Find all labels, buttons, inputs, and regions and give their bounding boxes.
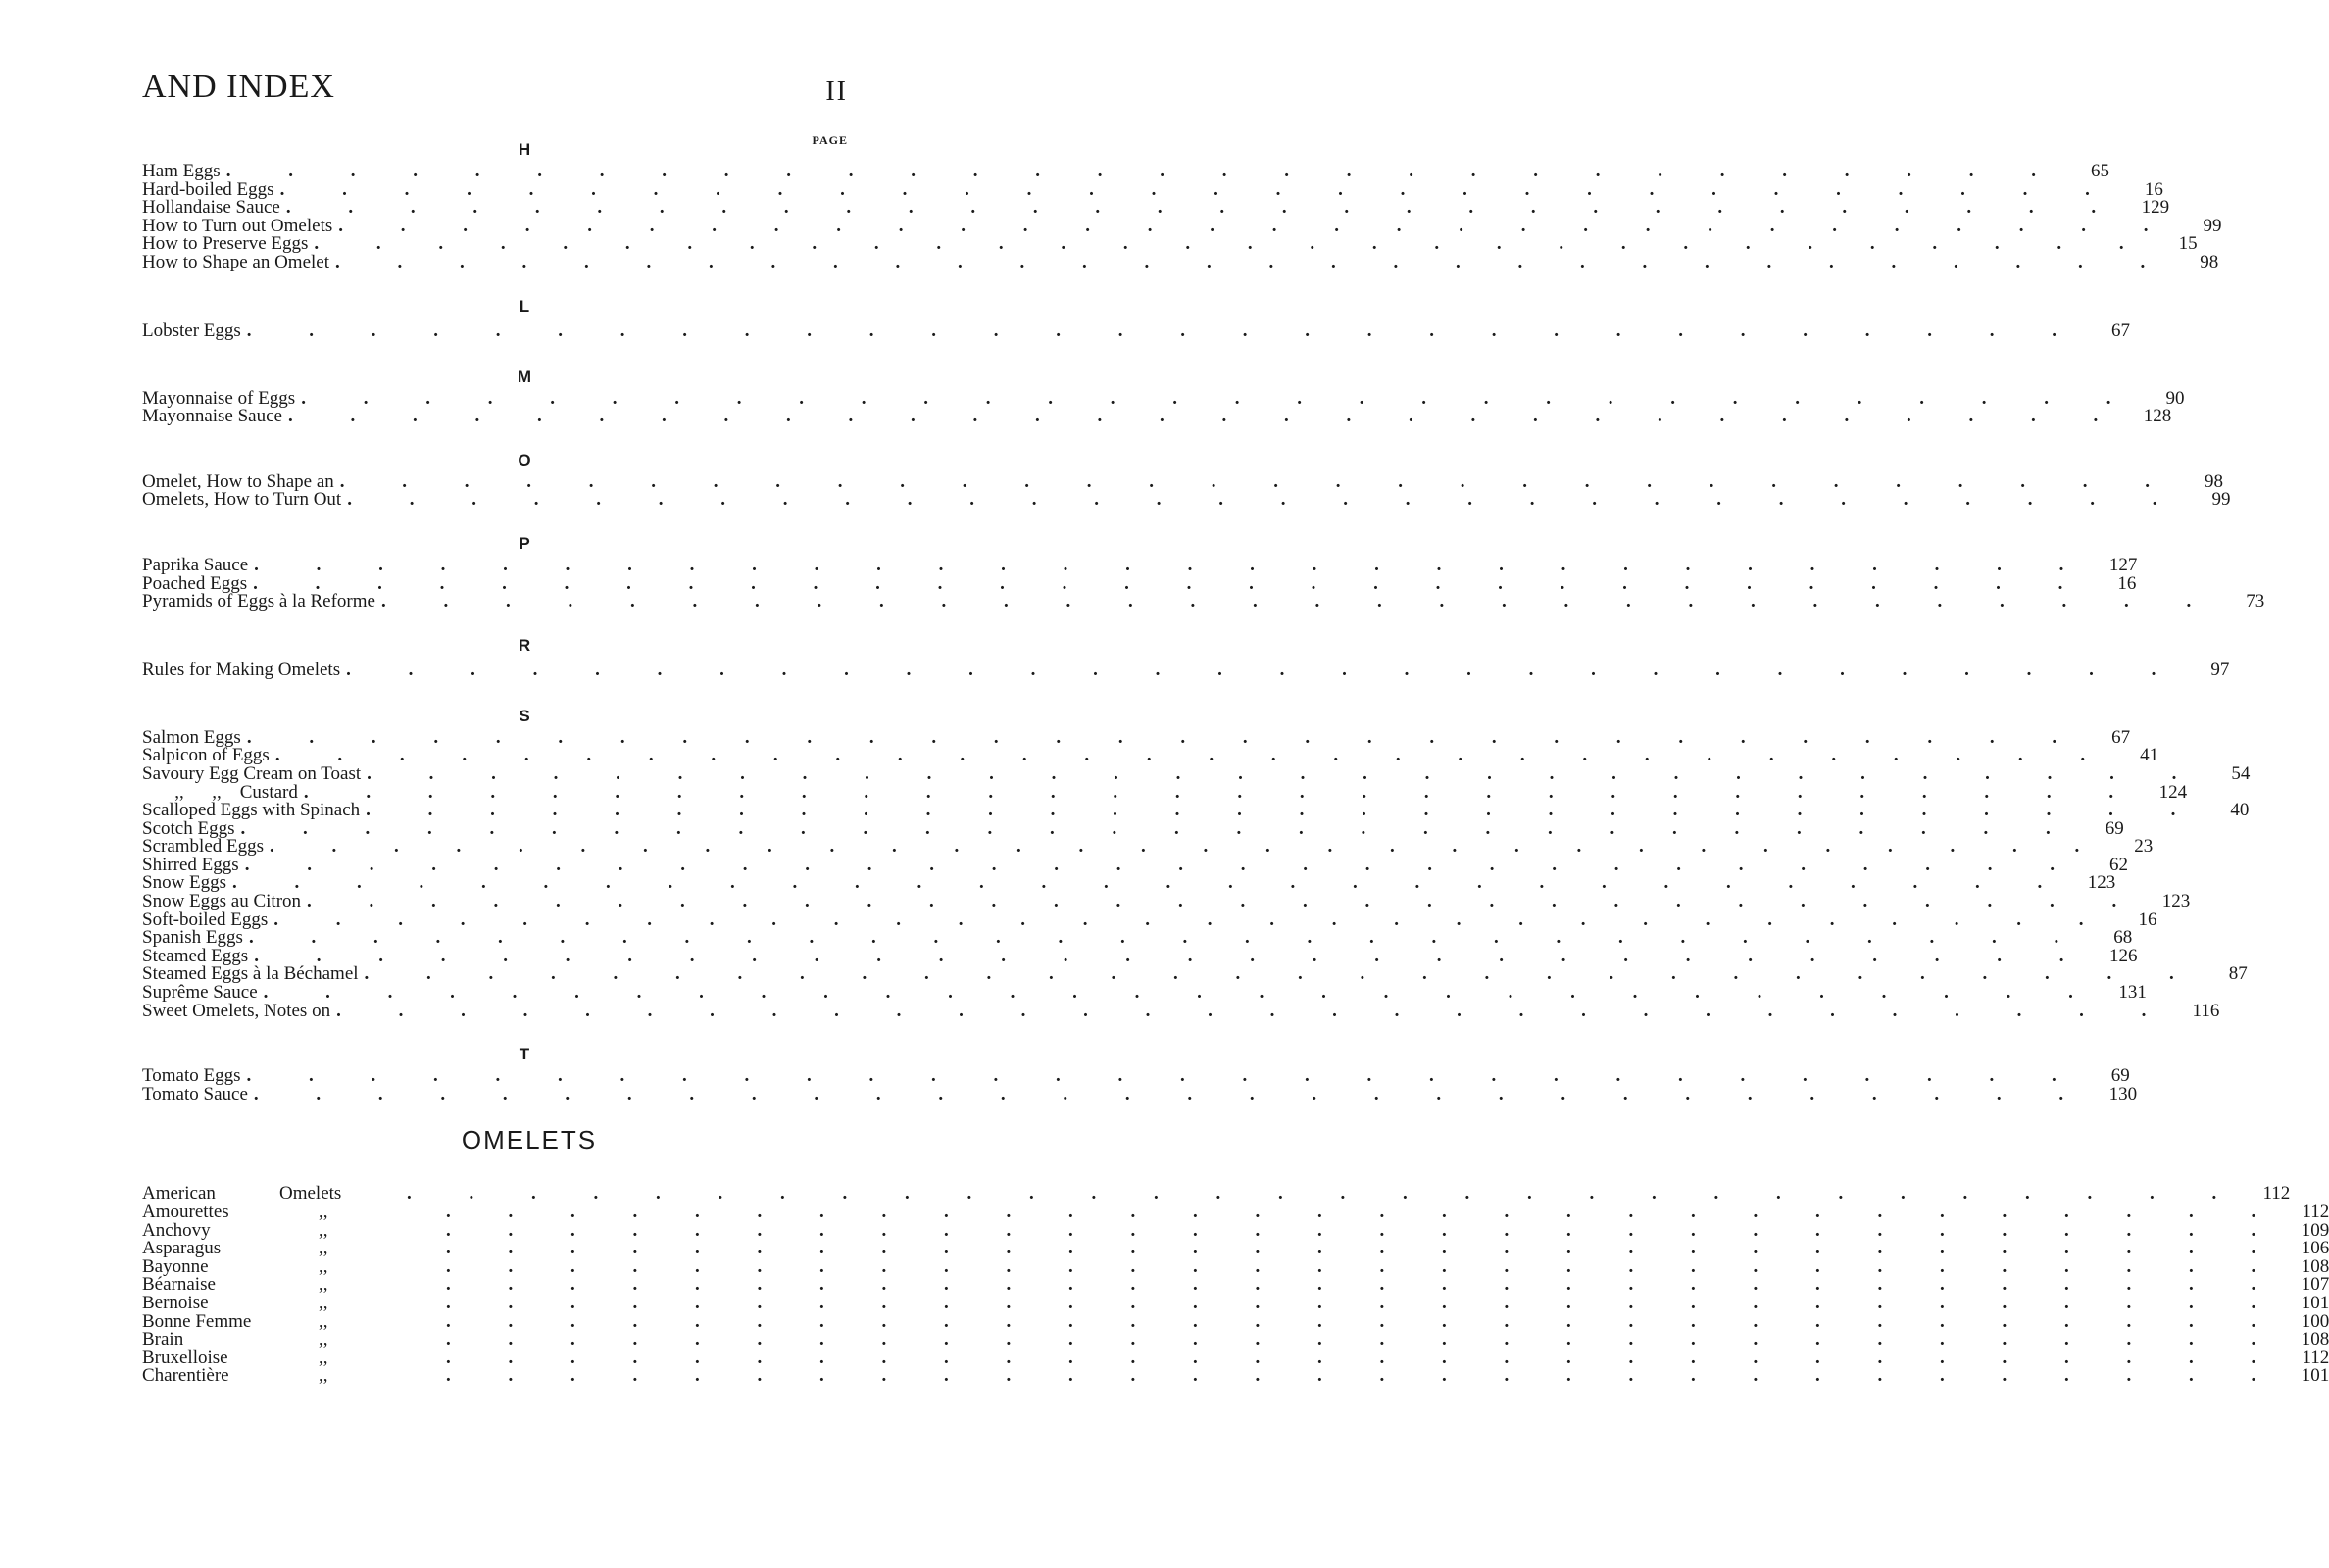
omelet-page: 101 bbox=[2301, 1292, 2329, 1313]
omelet-page: 112 bbox=[2262, 1183, 2291, 1204]
dot-leader: . . . . . . . . . . . . . . . . . . . . . . . . . . . . . . bbox=[254, 554, 2091, 575]
index-entry-page: 16 bbox=[2138, 908, 2157, 930]
index-entry-page: 16 bbox=[2117, 572, 2137, 594]
index-entry bbox=[142, 489, 2231, 511]
index-group-h bbox=[142, 137, 2222, 272]
dot-leader: . . . . . . . . . . . . . . . . . . . . . . . . . . . . . . bbox=[274, 745, 2112, 766]
index-letter-heading: P bbox=[519, 533, 530, 553]
index-entry-label: Omelets, How to Turn Out bbox=[142, 489, 342, 511]
index-letter-heading: L bbox=[519, 296, 530, 316]
index-body bbox=[142, 137, 2329, 1387]
dot-leader: . . . . . . . . . . . . . . . . . . . . . . . . . . . . . . bbox=[244, 854, 2081, 875]
index-entry-label: How to Turn out Omelets bbox=[142, 215, 333, 236]
omelet-page: 112 bbox=[2302, 1201, 2329, 1222]
index-entry-page: 127 bbox=[2108, 554, 2138, 575]
omelet-suffix: ,, bbox=[319, 1274, 328, 1296]
index-entry bbox=[142, 554, 2138, 575]
omelet-entry bbox=[142, 1365, 2329, 1387]
omelet-suffix: ,, bbox=[319, 1329, 328, 1350]
omelets-section-title: OMELETS bbox=[461, 1125, 598, 1155]
index-group-l bbox=[142, 294, 2131, 343]
omelet-page: 106 bbox=[2301, 1238, 2329, 1259]
omelet-page: 109 bbox=[2301, 1219, 2329, 1241]
dot-leader: . . . . . . . . . . . . . . . . . . . . . . . . . . . . . . bbox=[446, 1310, 2283, 1332]
dot-leader: . . . . . . . . . . . . . . . . . . . . . . . . . . . . . . bbox=[446, 1365, 2283, 1387]
index-entry-page: 69 bbox=[2105, 817, 2124, 839]
dot-leader: . . . . . . . . . . . . . . . . . . . . . . . . . . . . . . bbox=[225, 161, 2062, 181]
dot-leader: . . . . . . . . . . . . . . . . . . . . . . . . . . . . . . bbox=[248, 927, 2086, 949]
index-entry-label: Lobster Eggs bbox=[142, 319, 241, 341]
index-entry-label: Rules for Making Omelets bbox=[142, 659, 341, 680]
dot-leader: . . . . . . . . . . . . . . . . . . . . . . . . . . . . . . bbox=[246, 1065, 2083, 1087]
dot-leader: . . . . . . . . . . . . . . . . . . . . . . . . . . . . . . bbox=[314, 233, 2151, 255]
index-entry-page: 123 bbox=[2087, 872, 2116, 894]
index-letter-heading: S bbox=[519, 706, 530, 725]
index-entry-page: 41 bbox=[2140, 745, 2159, 766]
dot-leader: . . . . . . . . . . . . . . . . . . . . . . . . . . . . . . bbox=[273, 908, 2110, 930]
omelet-suffix: Omelets bbox=[279, 1183, 342, 1204]
dot-leader: . . . . . . . . . . . . . . . . . . . . . . . . . . . . . . bbox=[232, 872, 2069, 894]
index-entry-label: Scalloped Eggs with Spinach bbox=[142, 800, 361, 821]
index-entry-label: Hard-boiled Eggs bbox=[142, 178, 274, 200]
dot-leader: . . . . . . . . . . . . . . . . . . . . . . . . . . . . . . bbox=[270, 836, 2106, 858]
dot-leader: . . . . . . . . . . . . . . . . . . . . . . . . . . . . . . bbox=[279, 178, 2116, 200]
index-entry-page: 116 bbox=[2192, 1000, 2220, 1021]
index-group-p bbox=[142, 531, 2265, 612]
omelet-name: Asparagus bbox=[142, 1238, 222, 1259]
index-letter-heading: M bbox=[517, 367, 532, 386]
index-entry-label: Savoury Egg Cream on Toast bbox=[142, 762, 362, 784]
index-entry-label: Poached Eggs bbox=[142, 572, 248, 594]
index-entry-page: 129 bbox=[2141, 197, 2170, 219]
omelet-suffix: ,, bbox=[319, 1292, 328, 1313]
index-entry bbox=[142, 197, 2170, 219]
index-group-s bbox=[142, 704, 2251, 1021]
index-group-r bbox=[142, 633, 2230, 682]
dot-leader: . . . . . . . . . . . . . . . . . . . . . . . . . . . . . . bbox=[446, 1347, 2283, 1368]
index-letter-heading: R bbox=[518, 635, 531, 655]
dot-leader: . . . . . . . . . . . . . . . . . . . . . . . . . . . . . . bbox=[446, 1292, 2283, 1313]
dot-leader: . . . . . . . . . . . . . . . . . . . . . . . . . . . . . . bbox=[446, 1329, 2283, 1350]
omelet-entry bbox=[142, 1201, 2329, 1222]
dot-leader: . . . . . . . . . . . . . . . . . . . . . . . . . . . . . . bbox=[446, 1255, 2283, 1277]
omelet-suffix: ,, bbox=[319, 1255, 328, 1277]
omelet-suffix: ,, bbox=[319, 1238, 328, 1259]
omelet-name: Bruxelloise bbox=[142, 1347, 228, 1368]
index-entry-label: Tomato Sauce bbox=[142, 1083, 248, 1104]
index-entry bbox=[142, 1083, 2138, 1104]
dot-leader: . . . . . . . . . . . . . . . . . . . . . . . . . . . . . . bbox=[285, 197, 2123, 219]
omelet-name: Amourettes bbox=[142, 1201, 229, 1222]
page-number: II bbox=[825, 76, 848, 107]
dot-leader: . . . . . . . . . . . . . . . . . . . . . . . . . . . . . . bbox=[347, 489, 2184, 511]
index-entry-page: 126 bbox=[2108, 945, 2138, 966]
dot-leader: . . . . . . . . . . . . . . . . . . . . . . . . . . . . . . bbox=[254, 945, 2091, 966]
index-entry-page: 128 bbox=[2143, 406, 2172, 427]
omelet-suffix: ,, bbox=[319, 1219, 328, 1241]
dot-leader: . . . . . . . . . . . . . . . . . . . . . . . . . . . . . . bbox=[407, 1183, 2244, 1204]
index-entry-page: 90 bbox=[2165, 387, 2185, 409]
dot-leader: . . . . . . . . . . . . . . . . . . . . . . . . . . . . . . bbox=[367, 762, 2204, 784]
dot-leader: . . . . . . . . . . . . . . . . . . . . . . . . . . . . . . bbox=[240, 817, 2077, 839]
page-column-label: PAGE bbox=[812, 133, 848, 147]
index-letter-heading: T bbox=[519, 1045, 530, 1064]
omelet-suffix: ,, bbox=[319, 1201, 328, 1222]
dot-leader: . . . . . . . . . . . . . . . . . . . . . . . . . . . . . . bbox=[301, 387, 2138, 409]
omelet-name: Anchovy bbox=[142, 1219, 211, 1241]
dot-leader: . . . . . . . . . . . . . . . . . . . . . . . . . . . . . . bbox=[346, 659, 2183, 680]
omelet-page: 112 bbox=[2302, 1347, 2329, 1368]
omelet-name: Bayonne bbox=[142, 1255, 209, 1277]
index-entry-page: 62 bbox=[2108, 854, 2128, 875]
omelet-name: Bernoise bbox=[142, 1292, 209, 1313]
dot-leader: . . . . . . . . . . . . . . . . . . . . . . . . . . . . . . bbox=[253, 572, 2090, 594]
dot-leader: . . . . . . . . . . . . . . . . . . . . . . . . . . . . . . bbox=[446, 1219, 2283, 1241]
index-entry-label: Spanish Eggs bbox=[142, 927, 243, 949]
dot-leader: . . . . . . . . . . . . . . . . . . . . . . . . . . . . . . bbox=[246, 319, 2084, 341]
page-header bbox=[142, 69, 848, 116]
index-entry-label: Ham Eggs bbox=[142, 161, 221, 181]
omelet-entry bbox=[142, 1292, 2329, 1313]
index-entry-page: 16 bbox=[2144, 178, 2163, 200]
omelet-name: Charentière bbox=[142, 1365, 229, 1387]
dot-leader: . . . . . . . . . . . . . . . . . . . . . . . . . . . . . . bbox=[303, 781, 2141, 803]
index-entry-page: 73 bbox=[2246, 591, 2265, 612]
index-entry-page: 124 bbox=[2158, 781, 2188, 803]
index-entry bbox=[142, 591, 2265, 612]
dot-leader: . . . . . . . . . . . . . . . . . . . . . . . . . . . . . . bbox=[335, 251, 2172, 272]
index-entry-label: Hollandaise Sauce bbox=[142, 197, 280, 219]
index-entry-label: Salpicon of Eggs bbox=[142, 745, 270, 766]
index-entry-label: How to Shape an Omelet bbox=[142, 251, 330, 272]
index-entry-label: Steamed Eggs bbox=[142, 945, 249, 966]
dot-leader: . . . . . . . . . . . . . . . . . . . . . . . . . . . . . . bbox=[287, 406, 2125, 427]
index-group-m bbox=[142, 365, 2185, 427]
index-entry bbox=[142, 982, 2147, 1004]
index-group-o bbox=[142, 448, 2231, 511]
index-entry-label: How to Preserve Eggs bbox=[142, 233, 309, 255]
index-entry-page: 69 bbox=[2110, 1065, 2130, 1087]
omelet-page: 108 bbox=[2301, 1255, 2329, 1277]
dot-leader: . . . . . . . . . . . . . . . . . . . . . . . . . . . . . . bbox=[246, 726, 2084, 748]
dot-leader: . . . . . . . . . . . . . . . . . . . . . . . . . . . . . . bbox=[366, 800, 2203, 821]
dot-leader: . . . . . . . . . . . . . . . . . . . . . . . . . . . . . . bbox=[446, 1274, 2283, 1296]
index-entry bbox=[142, 406, 2172, 427]
index-entry-label: Snow Eggs bbox=[142, 872, 227, 894]
dot-leader: . . . . . . . . . . . . . . . . . . . . . . . . . . . . . . bbox=[446, 1238, 2283, 1259]
dot-leader: . . . . . . . . . . . . . . . . . . . . . . . . . . . . . . bbox=[364, 963, 2201, 985]
index-entry-label: ,, ,, Custard bbox=[142, 781, 298, 803]
dot-leader: . . . . . . . . . . . . . . . . . . . . . . . . . . . . . . bbox=[380, 591, 2218, 612]
index-entry-page: 68 bbox=[2113, 927, 2133, 949]
omelet-page: 108 bbox=[2301, 1329, 2329, 1350]
index-entry-page: 98 bbox=[2200, 251, 2219, 272]
index-entry-page: 40 bbox=[2230, 800, 2250, 821]
index-entry-page: 131 bbox=[2118, 982, 2147, 1004]
index-entry-label: Suprême Sauce bbox=[142, 982, 258, 1004]
index-entry bbox=[142, 319, 2131, 343]
dot-leader: . . . . . . . . . . . . . . . . . . . . . . . . . . . . . . bbox=[307, 891, 2144, 912]
index-entry-label: Scrambled Eggs bbox=[142, 836, 265, 858]
omelet-suffix: ,, bbox=[319, 1310, 328, 1332]
omelet-name: American bbox=[142, 1183, 216, 1204]
omelet-entry bbox=[142, 1329, 2329, 1350]
index-entry-label: Mayonnaise of Eggs bbox=[142, 387, 296, 409]
index-entry-label: Tomato Eggs bbox=[142, 1065, 241, 1087]
index-entry-page: 98 bbox=[2205, 470, 2224, 492]
index-entry-label: Paprika Sauce bbox=[142, 554, 249, 575]
index-letter-heading: O bbox=[518, 450, 531, 469]
index-entry-page: 15 bbox=[2178, 233, 2198, 255]
index-entry-page: 87 bbox=[2228, 963, 2248, 985]
index-group-t bbox=[142, 1042, 2138, 1104]
index-entry-label: Scotch Eggs bbox=[142, 817, 235, 839]
omelet-page: 107 bbox=[2301, 1274, 2329, 1296]
dot-leader: . . . . . . . . . . . . . . . . . . . . . . . . . . . . . . bbox=[339, 470, 2177, 492]
index-entry bbox=[142, 891, 2191, 912]
index-entry bbox=[142, 251, 2219, 272]
index-entry-label: Pyramids of Eggs à la Reforme bbox=[142, 591, 375, 612]
index-entry-page: 67 bbox=[2111, 319, 2131, 341]
index-letter-heading: H bbox=[518, 140, 531, 159]
index-entry-label: Soft-boiled Eggs bbox=[142, 908, 269, 930]
index-entry bbox=[142, 659, 2230, 682]
running-title: AND INDEX bbox=[142, 69, 335, 105]
index-entry-page: 123 bbox=[2161, 891, 2191, 912]
index-entry-page: 97 bbox=[2210, 659, 2230, 680]
omelet-suffix: ,, bbox=[319, 1365, 328, 1387]
dot-leader: . . . . . . . . . . . . . . . . . . . . . . . . . . . . . . bbox=[338, 215, 2175, 236]
index-entry-page: 99 bbox=[2211, 489, 2231, 511]
index-entry-page: 99 bbox=[2203, 215, 2222, 236]
index-entry-label: Snow Eggs au Citron bbox=[142, 891, 302, 912]
index-entry-label: Omelet, How to Shape an bbox=[142, 470, 334, 492]
index-entry-page: 54 bbox=[2231, 762, 2251, 784]
index-entry bbox=[142, 161, 2109, 181]
omelet-name: Brain bbox=[142, 1329, 184, 1350]
index-entry bbox=[142, 762, 2251, 784]
index-entry-page: 23 bbox=[2134, 836, 2154, 858]
omelet-page: 101 bbox=[2301, 1365, 2329, 1387]
index-entry bbox=[142, 800, 2250, 821]
omelet-name: Béarnaise bbox=[142, 1274, 216, 1296]
omelet-suffix: ,, bbox=[319, 1347, 328, 1368]
index-entry bbox=[142, 1000, 2220, 1021]
index-entry-page: 67 bbox=[2111, 726, 2131, 748]
omelet-name: Bonne Femme bbox=[142, 1310, 252, 1332]
index-entry-label: Mayonnaise Sauce bbox=[142, 406, 282, 427]
index-entry-label: Steamed Eggs à la Béchamel bbox=[142, 963, 359, 985]
omelet-page: 100 bbox=[2301, 1310, 2329, 1332]
index-entry-page: 130 bbox=[2108, 1083, 2138, 1104]
index-entry-page: 65 bbox=[2090, 161, 2109, 181]
omelet-entry bbox=[142, 1238, 2329, 1259]
index-entry-label: Salmon Eggs bbox=[142, 726, 241, 748]
dot-leader: . . . . . . . . . . . . . . . . . . . . . . . . . . . . . . bbox=[263, 982, 2100, 1004]
dot-leader: . . . . . . . . . . . . . . . . . . . . . . . . . . . . . . bbox=[446, 1201, 2283, 1222]
dot-leader: . . . . . . . . . . . . . . . . . . . . . . . . . . . . . . bbox=[336, 1000, 2173, 1021]
index-entry-label: Shirred Eggs bbox=[142, 854, 239, 875]
index-entry-label: Sweet Omelets, Notes on bbox=[142, 1000, 331, 1021]
dot-leader: . . . . . . . . . . . . . . . . . . . . . . . . . . . . . . bbox=[253, 1083, 2091, 1104]
